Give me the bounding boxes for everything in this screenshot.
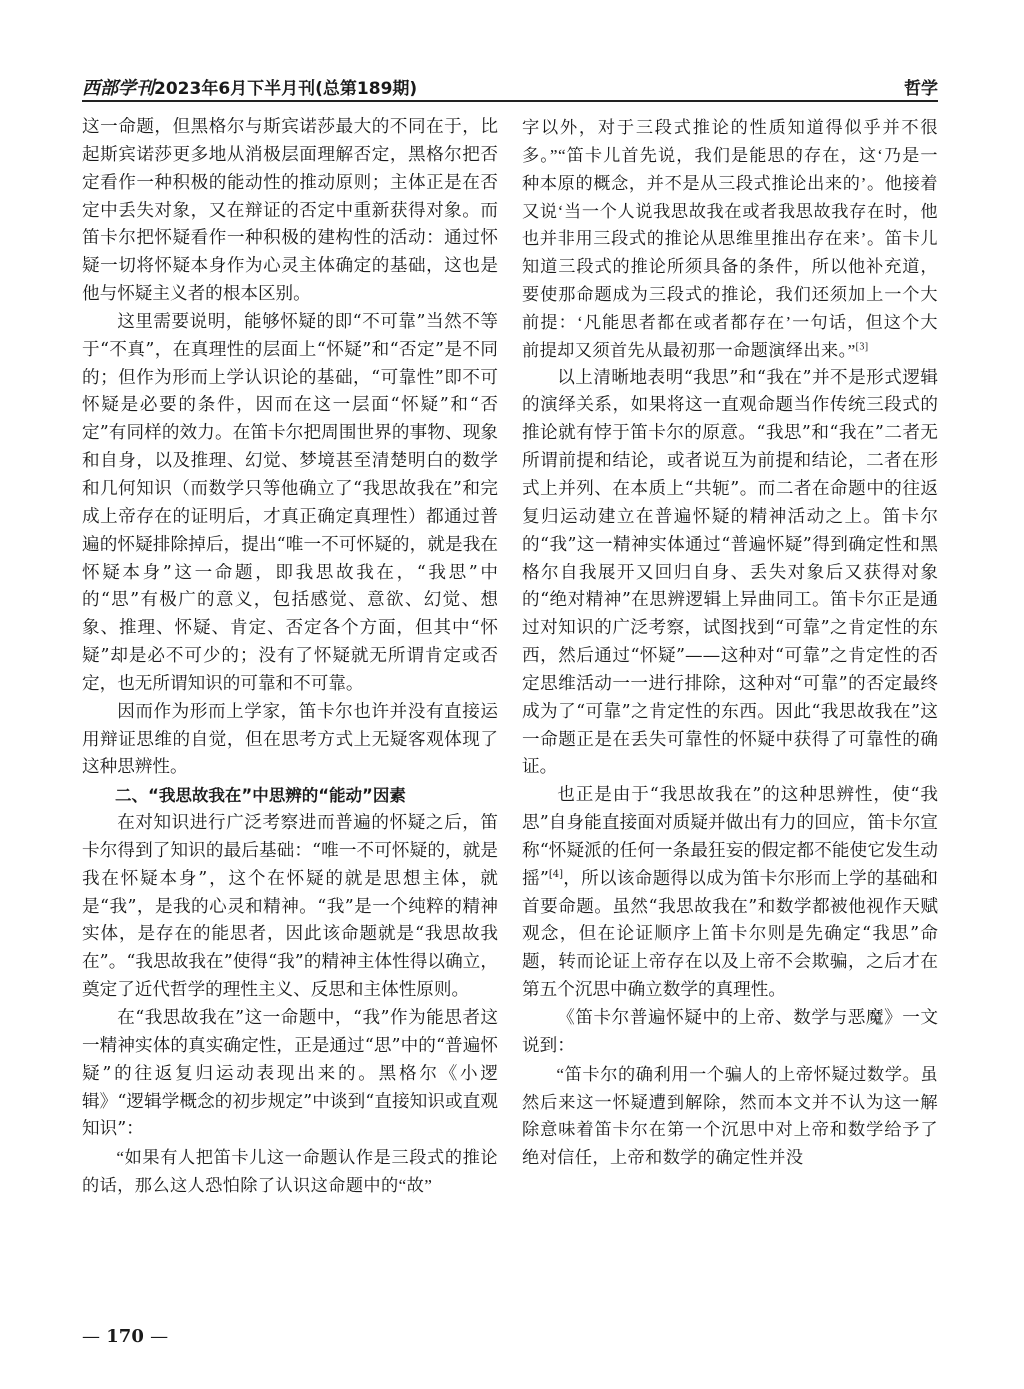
quote-text: 字以外，对于三段式推论的性质知道得似乎并不很多。”“笛卡儿首先说，我们是能思的存在，这‘乃是一种本原的概念，并不是从三段式推论出来的’。他接着又说‘当一个人说我思故我在或者我思故我存在时，他也并非用三段式的推论从思维里推出存在来’。笛卡儿知道三段式的推论所须具备的条件，所以他补充道，要使那命题成为三段式的推论，我们还须加上一个大前提：‘凡能思者都在或者都存在’一句话，但这个大前提却又须首先从最初那一命题演绎出来。” bbox=[522, 118, 938, 360]
header-rule bbox=[82, 100, 938, 102]
block-quote: “如果有人把笛卡儿这一命题认作是三段式的推论的话，那么这人恐怕除了认识这命题中的“故” bbox=[82, 1148, 498, 1196]
paragraph: 这一命题，但黑格尔与斯宾诺莎最大的不同在于，比起斯宾诺莎更多地从消极层面理解否定，黑格尔把否定看作一种积极的能动性的推动原则；主体正是在否定中丢失对象，又在辩证的否定中重新获得对象。而笛卡尔把怀疑看作一种积极的建构性的活动：通过怀疑一切将怀疑本身作为心灵主体确定的基础，这也是他与怀疑主义者的根本区别。 bbox=[82, 117, 498, 305]
journal-issue-line bbox=[82, 74, 417, 100]
page-footer bbox=[82, 1326, 168, 1347]
issue-info: 2023年6月下半月刊(总第189期) bbox=[154, 79, 418, 99]
paragraph: 以上清晰地表明“我思”和“我在”并不是形式逻辑的演绎关系，如果将这一直观命题当作传统三段式的推论就有悖于笛卡尔的原意。“我思”和“我在”二者无所谓前提和结论，或者说互为前提和结论，二者在形式上并列、在本质上“共轭”。而二者在命题中的往返复归运动建立在普遍怀疑的精神活动之上。笛卡尔的“我”这一精神实体通过“普遍怀疑”得到确定性和黑格尔自我展开又回归自身、丢失对象后又获得对象的“绝对精神”在思辨逻辑上异曲同工。笛卡尔正是通过对知识的广泛考察，试图找到“可靠”之肯定性的东西，然后通过“怀疑”——这种对“可靠”之肯定性的否定思维活动一一进行排除，这种对“可靠”的否定最终成为了“可靠”之肯定性的东西。因此“我思故我在”这一命题正是在丢失可靠性的怀疑中获得了可靠性的确证。 bbox=[522, 367, 938, 778]
paragraph: 因而作为形而上学家，笛卡尔也许并没有直接运用辩证思维的自觉，但在思考方式上无疑客观体现了这种思辨性。 bbox=[82, 701, 498, 778]
paragraph: 在对知识进行广泛考察进而普遍的怀疑之后，笛卡尔得到了知识的最后基础：“唯一不可怀疑的，就是我在怀疑本身”，这个在怀疑的就是思想主体，就是“我”，是我的心灵和精神。“我”是一个纯粹的精神实体，是存在的能思者，因此该命题就是“我思故我在”。“我思故我在”使得“我”的精神主体性得以确立，奠定了近代哲学的理性主义、反思和主体性原则。 bbox=[82, 813, 498, 1001]
left-column bbox=[82, 114, 498, 1314]
paragraph: 在“我思故我在”这一命题中，“我”作为能思者这一精神实体的真实确定性，正是通过“思”中的“普遍怀疑”的往返复归运动表现出来的。黑格尔《小逻辑》“逻辑学概念的初步规定”中谈到“直接知识或直观知识”： bbox=[82, 1008, 498, 1140]
footer-dash-left: — bbox=[82, 1326, 100, 1347]
journal-logo: 西部学刊 bbox=[82, 78, 154, 99]
paragraph-text: 也正是由于“我思故我在”的这种思辨性，使“我思”自身能直接面对质疑并做出有力的回应，笛卡尔宣称“怀疑派的任何一条最狂妄的假定都不能使它发生动摇” bbox=[522, 785, 938, 889]
footer-dash-right: — bbox=[150, 1326, 169, 1347]
right-column bbox=[522, 114, 938, 1314]
citation-ref: [3] bbox=[855, 341, 869, 353]
paragraph-text: ，所以该命题得以成为笛卡尔形而上学的基础和首要命题。虽然“我思故我在”和数学都被他视作天赋观念，但在论证顺序上笛卡尔则是先确定“我思”命题，转而论证上帝存在以及上帝不会欺骗，之后才在第五个沉思中确立数学的真理性。 bbox=[522, 868, 938, 1001]
citation-ref: [4] bbox=[548, 868, 564, 880]
section-title: 哲学 bbox=[904, 79, 938, 99]
block-quote: “笛卡尔的确利用一个骗人的上帝怀疑过数学。虽然后来这一怀疑遭到解除，然而本文并不认为这一解除意味着笛卡尔在第一个沉思中对上帝和数学给予了绝对信任，上帝和数学的确定性并没 bbox=[522, 1064, 938, 1168]
paragraph: 这里需要说明，能够怀疑的即“不可靠”当然不等于“不真”，在真理性的层面上“怀疑”和“否定”是不同的；但作为形而上学认识论的基础，“可靠性”即不可怀疑是必要的条件，因而在这一层面“怀疑”和“否定”有同样的效力。在笛卡尔把周围世界的事物、现象和自身，以及推理、幻觉、梦境甚至清楚明白的数学和几何知识（而数学只等他确立了“我思故我在”和完成上帝存在的证明后，才真正确定真理性）都通过普遍的怀疑排除掉后，提出“唯一不可怀疑的，就是我在怀疑本身”这一命题，即我思故我在，“我思”中的“思”有极广的意义，包括感觉、意欲、幻觉、想象、推理、怀疑、肯定、否定各个方面，但其中“怀疑”却是必不可少的；没有了怀疑就无所谓肯定或否定，也无所谓知识的可靠和不可靠。 bbox=[82, 311, 498, 694]
page-number: 170 bbox=[106, 1326, 144, 1347]
running-header bbox=[82, 70, 938, 100]
paragraph: 《笛卡尔普遍怀疑中的上帝、数学与恶魔》一文说到： bbox=[522, 1008, 938, 1056]
block-quote-continued bbox=[522, 114, 938, 365]
paragraph bbox=[522, 782, 938, 1005]
section-heading: 二、“我思故我在”中思辨的“能动”因素 bbox=[115, 786, 406, 806]
